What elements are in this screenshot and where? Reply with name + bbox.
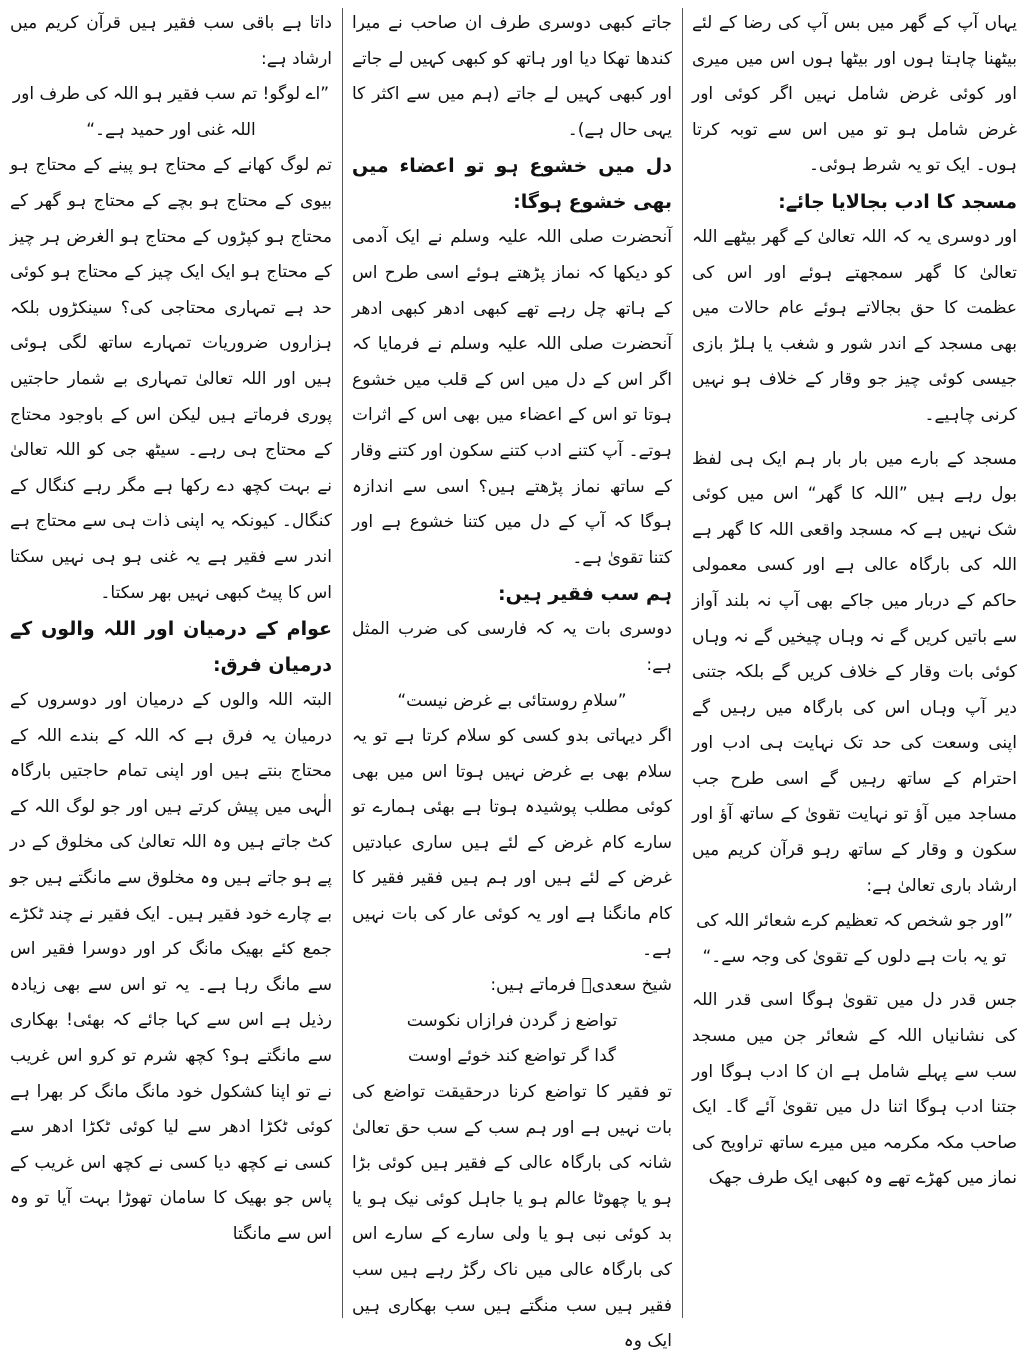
paragraph: تم لوگ کھانے کے محتاج ہو پینے کے محتاج ہو بیوی کے محتاج ہو بچے کے محتاج ہو گھر کے محتاج ہو کپڑوں کے محتاج ہو الغرض ہر چیز کے محتاج ہو ایک ایک چیز کے محتاج ہو کوئی حد ہے تمہاری محتاجی کی؟ سینکڑوں بلکہ ہزاروں ضروریات تمہارے ساتھ لگی ہوئی ہیں اور اللہ تعالیٰ تمہاری بے شمار حاجتیں پوری فرماتے ہیں لیکن اس کے باوجود محتاج کے محتاج ہی رہے۔ سیٹھ جی کو اللہ تعالیٰ نے بہت کچھ دے رکھا ہے مگر رہے کنگال کے کنگال۔ کیونکہ یہ اپنی ذات ہی سے محتاج ہے اندر سے فقیر ہے یہ غنی ہو ہی نہیں سکتا اس کا پیٹ کبھی نہیں بھر سکتا۔ [10, 155, 332, 603]
paragraph: مسجد کے بارے میں بار بار ہم ایک ہی لفظ بول رہے ہیں ”اللہ کا گھر“ اس میں کوئی شک نہیں ہے کہ مسجد واقعی اللہ کا گھر ہے اللہ کی بارگاہ عالی ہے اور کسی معمولی حاکم کے دربار میں جاکے بھی آپ نہ بلند آواز سے باتیں کریں گے نہ وہاں چیخیں گے نہ وہاں کوئی بات وقار کے خلاف کریں گے بلکہ جتنی دیر آپ وہاں اس کی بارگاہ میں رہیں گے اپنی وسعت کی حد تک نہایت ہی ادب اور احترام کے ساتھ رہیں گے اسی طرح جب مساجد میں آؤ تو نہایت تقویٰ کے ساتھ آؤ اور سکون و وقار کے ساتھ رہو قرآن کریم میں ارشاد باری تعالیٰ ہے: [692, 448, 1017, 896]
paragraph: اور دوسری یہ کہ اللہ تعالیٰ کے گھر بیٹھے اللہ تعالیٰ کا گھر سمجھتے ہوئے اور اس کی عظمت کا حق بجالاتے ہوئے عام حالات میں بھی مسجد کے اندر شور و شغب یا ہلڑ بازی جیسی کوئی چیز جو وقار کے خلاف ہو نہیں کرنی چاہیے۔ [692, 226, 1017, 425]
paragraph: آنحضرت صلی اللہ علیہ وسلم نے ایک آدمی کو دیکھا کہ نماز پڑھتے ہوئے اسی طرح اس کے ہاتھ چل رہے تھے کبھی ادھر کبھی ادھر آنحضرت صلی اللہ علیہ وسلم نے فرمایا کہ اگر اس کے دل میں اس کے قلب میں خشوع ہوتا تو اس کے اعضاء میں بھی اس کے اثرات ہوتے۔ آپ کتنے ادب کتنے سکون اور کتنے وقار کے ساتھ نماز پڑھتے ہیں؟ اسی سے اندازہ ہوگا کہ آپ کے دل میں کتنا خشوع ہے اور کتنا تقویٰ ہے۔ [352, 227, 672, 568]
column-left [0, 0, 342, 1326]
verse-line: تواضع ز گردن فرازاں نکوست [406, 1010, 618, 1031]
proverb-quote: ”سلامِ روستائی بے غرض نیست“ [397, 690, 627, 711]
column-divider [682, 8, 683, 1318]
paragraph: جس قدر دل میں تقویٰ ہوگا اسی قدر اللہ کی نشانیاں اللہ کے شعائر جن میں مسجد سب سے پہلے شامل ہے ان کا ادب ہوگا اور جتنا ادب ہوگا اتنا دل میں تقویٰ آئے گا۔ ایک صاحب مکہ مکرمہ میں میرے ساتھ تراویح کی نماز میں کھڑے تھے وہ کبھی ایک طرف جھک [692, 990, 1017, 1189]
paragraph: داتا ہے باقی سب فقیر ہیں قرآن کریم میں ارشاد ہے: [10, 13, 332, 69]
paragraph: تو فقیر کا تواضع کرنا درحقیقت تواضع کی بات نہیں ہے اور ہم سب کے سب حق تعالیٰ شانہ کی بارگاہ عالی کے فقیر ہیں کوئی بڑا ہو یا چھوٹا عالم ہو یا جاہل کوئی نیک ہو یا بد کوئی نبی ہو یا ولی سارے کے سارے اس کی بارگاہ عالی میں ناک رگڑ رہے ہیں سب فقیر ہیں سب منگتے ہیں سب بھکاری ہیں ایک وہ [352, 1082, 672, 1352]
section-heading: دل میں خشوع ہو تو اعضاء میں بھی خشوع ہوگا: [352, 155, 672, 214]
quranic-quote: ”اور جو شخص کہ تعظیم کرے شعائر اللہ کی تو یہ بات ہے دلوں کے تقویٰ کی وجہ سے۔“ [696, 911, 1013, 967]
verse-line: گدا گر تواضع کند خوئے اوست [408, 1046, 616, 1067]
paragraph: دوسری بات یہ کہ فارسی کی ضرب المثل ہے: [352, 619, 672, 675]
paragraph: یہاں آپ کے گھر میں بس آپ کی رضا کے لئے بیٹھنا چاہتا ہوں اور بیٹھا ہوں اس میں میری اور کوئی غرض شامل نہیں اگر کوئی اور غرض شامل ہو تو میں اس سے توبہ کرتا ہوں۔ ایک تو یہ شرط ہوئی۔ [692, 13, 1017, 176]
section-heading: مسجد کا ادب بجالایا جائے: [778, 190, 1017, 213]
section-heading: ہم سب فقیر ہیں: [498, 583, 672, 606]
quranic-quote: ”اے لوگو! تم سب فقیر ہو اللہ کی طرف اور اللہ غنی اور حمید ہے۔“ [12, 84, 330, 140]
column-middle [342, 0, 682, 1352]
paragraph: البتہ اللہ والوں کے درمیان اور دوسروں کے درمیان یہ فرق ہے کہ اللہ کے بندے اللہ کے محتاج بنتے ہیں اور اپنی تمام حاجتیں بارگاہ الٰہی میں پیش کرتے ہیں اور جو لوگ اللہ کے کٹ جاتے ہیں وہ اللہ تعالیٰ کی مخلوق کے در پے ہو جاتے ہیں وہ مخلوق سے مانگتے ہیں جو بے چارے خود فقیر ہیں۔ ایک فقیر نے چند ٹکڑے جمع کئے بھیک مانگ کر اور دوسرا فقیر اس سے مانگ رہا ہے۔ یہ تو اس سے بھی زیادہ رذیل ہے اس سے کہا جائے کہ بھئی! بھکاری سے مانگتے ہو؟ کچھ شرم تو کرو اس غریب نے تو اپنا کشکول خود مانگ مانگ کر بھرا ہے کوئی ٹکڑا ادھر سے لیا کوئی ٹکڑا ادھر سے کسی نے کچھ دیا کسی نے کچھ اس غریب کے پاس جو بھیک کا سامان تھوڑا بہت آیا تو وہ اس سے مانگتا [10, 690, 332, 1244]
paragraph: شیخ سعدیؒ فرماتے ہیں: [490, 975, 672, 996]
column-right [682, 0, 1027, 1326]
paragraph: جاتے کبھی دوسری طرف ان صاحب نے میرا کندھا تھکا دیا اور ہاتھ کو کبھی کہیں لے جاتے اور کبھی کہیں لے جاتے (ہم میں سے اکثر کا یہی حال ہے)۔ [352, 13, 672, 140]
paragraph: اگر دیہاتی بدو کسی کو سلام کرتا ہے تو یہ سلام بھی بے غرض نہیں ہوتا اس میں بھی کوئی مطلب پوشیدہ ہوتا ہے بھئی ہمارے تو سارے کام غرض کے لئے ہیں ساری عبادتیں غرض کے لئے ہیں اور ہم ہیں فقیر فقیر کا کام مانگنا ہے اور یہ کوئی عار کی بات نہیں ہے۔ [352, 726, 672, 960]
section-heading: عوام کے درمیان اور اللہ والوں کے درمیان فرق: [10, 618, 332, 677]
column-divider [342, 8, 343, 1318]
